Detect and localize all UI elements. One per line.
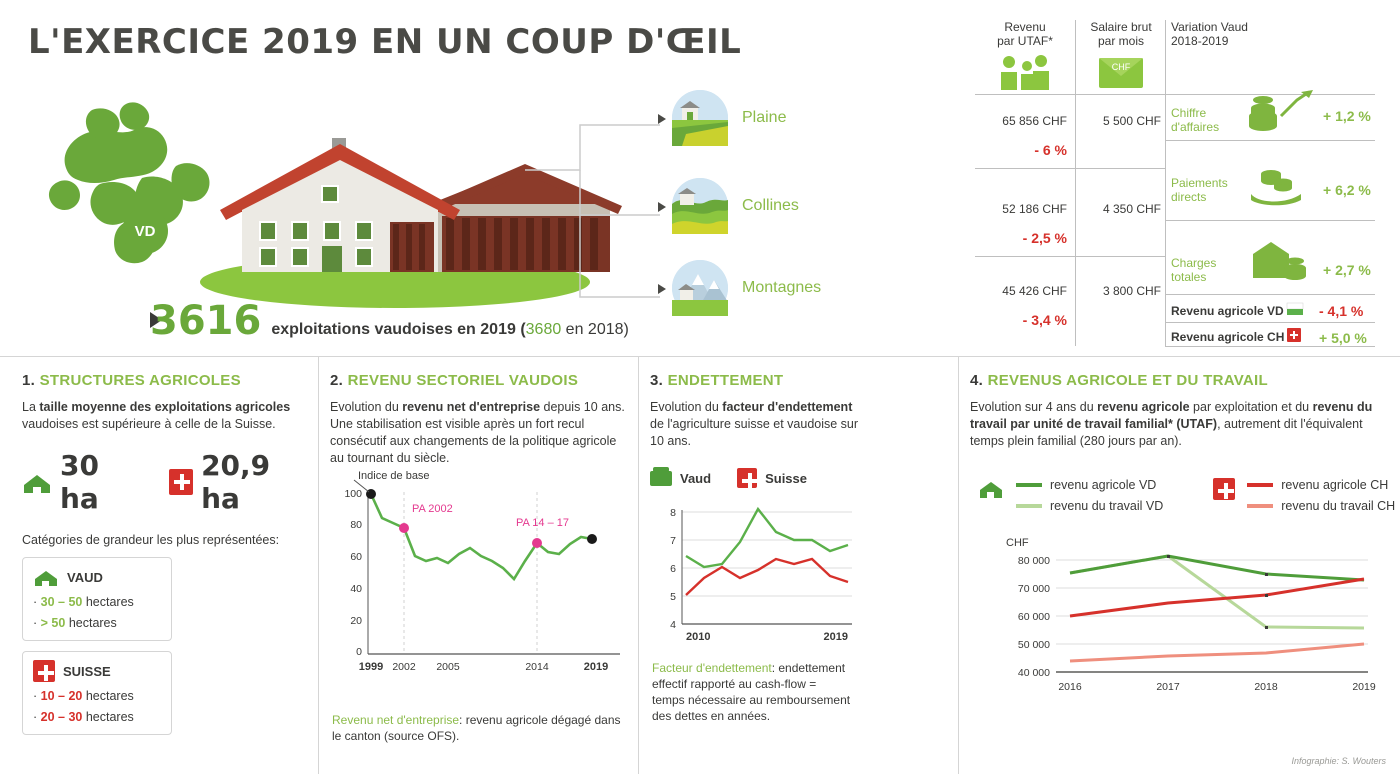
panel2-number: 2. [330,372,344,389]
var-hline-4 [1165,322,1375,323]
table-hline-2 [975,256,1165,257]
svg-text:2019: 2019 [1352,681,1376,693]
panel3-body [650,399,860,450]
svg-text:4: 4 [670,619,676,631]
panel2-footnote-green: Revenu net d'entreprise [332,713,460,727]
vd-badge: VD [122,208,168,254]
panel-revenu-sectoriel [330,372,630,467]
table-divider-2 [1165,20,1166,346]
svg-text:2005: 2005 [436,661,460,673]
panel4-title-text: REVENUS AGRICOLE ET DU TRAVAIL [987,372,1268,389]
panel1-suisse-range-1: 20 – 30 [40,710,83,724]
panel1-body [22,399,312,433]
var-label-chiffre-l1: Chiffre [1171,106,1207,120]
table-header-variation [1171,20,1371,48]
svg-text:5: 5 [670,591,676,603]
panel1-vaud-item-0: · 30 – 50 hectares [33,595,134,609]
cell-variation-collines: - 2,5 % [1022,230,1067,246]
zone-icon-collines [672,178,728,234]
svg-text:2018: 2018 [1254,681,1278,693]
panel1-suisse-range-0: 10 – 20 [40,689,83,703]
table-header-revenu [977,20,1073,48]
panel1-suisse-item-1: · 20 – 30 hectares [33,710,134,724]
ch-flag-icon-legend4 [1213,478,1235,500]
var-value-charges: + 2,7 % [1323,262,1371,278]
panel3-body-2: de l'agriculture suisse et vaudoise sur 10 ans. [650,417,859,448]
ch-flag-icon-legend [737,468,757,488]
zone-connectors [520,115,680,315]
zone-label-montagnes: Montagnes [742,279,822,296]
table-header-variation-l1: Variation Vaud [1171,20,1248,34]
table-header-salaire [1079,20,1163,48]
panel2-body-bold: revenu net d'entreprise [402,400,541,414]
var-label-charges-l1: Charges [1171,256,1217,270]
panel4-legend-vd-group [1016,478,1163,513]
chart-revenu-sectoriel [330,470,630,693]
panel1-vaud-head [33,566,161,588]
legend-swatch-revenu-travail-ch [1247,504,1273,508]
panel1-title-text: STRUCTURES AGRICOLES [39,372,241,389]
panel4-title [970,372,1380,389]
headline-number: 3616 [150,298,262,344]
panel1-vaud-range-0: 30 – 50 [40,595,83,609]
chart2-annotation-pa1417: PA 14 – 17 [516,517,570,529]
table-header-salaire-l2: par mois [1097,34,1144,48]
panel3-footnote-rest: : endettement effectif rapporté au cash-flow = temps nécessaire au remboursement des dettes en années. [652,661,851,723]
panel1-title [22,372,312,389]
table-divider-1 [1075,20,1076,346]
zone-row-montagnes [672,260,821,316]
panel4-legend-label-0: revenu agricole VD [1050,478,1157,492]
panel-revenus [970,372,1380,450]
table-header-revenu-l2: par UTAF* [997,34,1053,48]
panel4-number: 4. [970,372,984,389]
var-label-charges-l2: totales [1171,270,1207,284]
zone-arrow-icon-0 [658,114,666,124]
svg-text:0: 0 [356,646,362,658]
panel3-body-bold: facteur d'endettement [722,400,853,414]
var-hline-1 [1165,140,1375,141]
panel4-legend-label-3: revenu du travail CH [1281,499,1396,513]
panel4-legend-ch-group [1247,478,1395,513]
headline-number-2018: 3680 [525,321,562,338]
svg-text:60: 60 [350,551,362,563]
cell-revenu-montagnes: 45 426 CHF [1002,284,1067,298]
zone-label-collines: Collines [742,197,799,214]
section-divider-3 [958,356,959,774]
cell-variation-montagnes: - 3,4 % [1022,312,1067,328]
panel1-ha-row [22,449,312,515]
panel4-legend-vd-0 [1016,478,1163,492]
zone-row-collines [672,178,799,234]
panel1-number: 1. [22,372,36,389]
svg-text:20: 20 [350,615,362,627]
panel4-body [970,399,1380,450]
panel1-body-2: vaudoises est supérieure à celle de la Suisse. [22,417,276,431]
chart4-unit: CHF [1006,537,1029,549]
legend-swatch-revenu-agricole-ch [1247,483,1273,487]
panel1-suisse-box [22,651,172,735]
panel1-suisse-label: SUISSE [63,663,111,679]
svg-text:70 000: 70 000 [1017,583,1050,595]
panel1-suisse-head [33,660,161,682]
table-header-variation-l2: 2018-2019 [1171,34,1229,48]
panel4-body-2: par exploitation et du [1189,400,1313,414]
var-label-charges [1171,256,1216,284]
headline-text-after: en 2018) [561,321,629,338]
panel1-suisse-rest-1: hectares [85,710,134,724]
panel2-title-text: REVENU SECTORIEL VAUDOIS [347,372,579,389]
panel-endettement [650,372,860,488]
panel4-body-bold1: revenu agricole [1097,400,1190,414]
panel3-body-1: Evolution du [650,400,723,414]
panel3-legend [650,468,860,488]
zone-arrow-icon-1 [658,202,666,212]
coins-up-icon [1245,88,1315,132]
var-value-chiffre: + 1,2 % [1323,108,1371,124]
panel1-vaud-rest-0: hectares [85,595,134,609]
panel4-body-3: , autrement dit l'équivalent temps plein familial (280 jours par an). [970,417,1363,448]
var-hline-2 [1165,220,1375,221]
panel1-vaud-range-1: > 50 [40,616,66,630]
panel-structures-agricoles [22,372,312,735]
vd-barn-icon-legend [650,471,672,486]
vd-barn-icon-legend4 [978,478,1004,500]
legend-swatch-revenu-travail-vd [1016,504,1042,508]
panel3-footnote [652,660,852,724]
panel4-legend [978,478,1395,513]
svg-text:7: 7 [670,535,676,547]
var-hline-3 [1165,294,1375,295]
svg-text:40: 40 [350,583,362,595]
svg-text:80 000: 80 000 [1017,555,1050,567]
svg-text:2002: 2002 [392,661,416,673]
section-divider-horizontal [0,356,1400,357]
panel4-body-1: Evolution sur 4 ans du [970,400,1098,414]
panel4-legend-ch-1 [1247,499,1395,513]
panel1-body-1: La [22,400,40,414]
var-value-revenu-ch: + 5,0 % [1319,330,1367,346]
svg-text:100: 100 [344,488,362,500]
panel3-footnote-green: Facteur d'endettement [652,661,772,675]
panel4-body-bold2: revenu du travail par unité de travail familial* (UTAF) [970,400,1373,431]
barn-coins-icon [1243,238,1315,286]
panel1-cat-lead: Catégories de grandeur les plus représentées: [22,533,280,547]
table-hline-1 [975,168,1165,169]
zone-row-plaine [672,90,786,146]
ch-flag-icon [1287,328,1301,342]
svg-text:2014: 2014 [525,661,549,673]
var-label-chiffre [1171,106,1219,134]
credit: Infographie: S. Wouters [1291,756,1386,766]
vd-barn-icon [22,469,52,495]
panel2-body [330,399,630,467]
page-title: L'EXERCICE 2019 EN UN COUP D'ŒIL [28,22,742,62]
legend-vaud [650,468,711,488]
legend-vaud-label: Vaud [680,470,712,486]
svg-text:40 000: 40 000 [1017,667,1050,679]
summary-table [975,16,1375,346]
family-icon [997,54,1055,90]
panel1-vaud-item-1: · > 50 hectares [33,616,117,630]
legend-swatch-revenu-agricole-vd [1016,483,1042,487]
cell-salaire-collines: 4 350 CHF [1102,202,1161,216]
panel2-body-1: Evolution du [330,400,403,414]
svg-text:CHF: CHF [1111,62,1131,72]
zone-icon-montagnes [672,260,728,316]
hand-coins-icon [1243,160,1315,206]
cell-salaire-montagnes: 3 800 CHF [1102,284,1161,298]
svg-text:2019: 2019 [823,631,848,643]
var-label-paiements-l2: directs [1171,190,1207,204]
var-value-revenu-vd: - 4,1 % [1319,303,1364,319]
var-label-revenu-vd: Revenu agricole VD [1171,304,1284,318]
chart-endettement [652,500,862,675]
panel2-title [330,372,630,389]
svg-text:60 000: 60 000 [1017,611,1050,623]
zone-label-plaine: Plaine [742,109,787,126]
chf-envelope-icon [1097,54,1145,90]
panel1-suisse-rest-0: hectares [85,689,134,703]
panel1-vaud-rest-1: hectares [68,616,117,630]
panel2-body-2: depuis 10 ans. Une stabilisation est visible après un fort recul consécutif aux changements de la politique agricole au tournant du siècle. [330,400,625,465]
zone-icon-plaine [672,90,728,146]
legend-suisse-label: Suisse [765,470,807,486]
panel1-vaud-box [22,557,172,641]
var-label-paiements-l1: Paiements [1171,176,1228,190]
panel1-ch-ha: 20,9 ha [201,449,271,515]
zones-list [660,90,980,340]
svg-text:50 000: 50 000 [1017,639,1050,651]
var-hline-5 [1165,346,1375,347]
svg-text:2016: 2016 [1058,681,1082,693]
panel4-legend-ch-0 [1247,478,1395,492]
headline-text-bold: exploitations vaudoises en 2019 ( [271,321,526,338]
panel3-title-text: ENDETTEMENT [667,372,784,389]
svg-text:8: 8 [670,507,676,519]
section-divider-2 [638,356,639,774]
vd-flag-icon [1287,303,1303,315]
cell-salaire-plaine: 5 500 CHF [1102,114,1161,128]
cell-revenu-collines: 52 186 CHF [1002,202,1067,216]
var-label-paiements [1171,176,1228,204]
ch-flag-icon-small [33,660,55,682]
ch-flag-icon-panel1 [169,469,194,495]
panel2-footnote-rest: : revenu agricole dégagé dans le canton (source OFS). [332,713,621,743]
svg-text:2010: 2010 [686,631,711,643]
vd-barn-icon-small [33,566,59,588]
svg-text:80: 80 [350,519,362,531]
panel2-footnote [332,712,622,744]
var-value-paiements: + 6,2 % [1323,182,1371,198]
section-divider-1 [318,356,319,774]
panel4-legend-vd-1 [1016,499,1163,513]
chart2-annotation-pa2002: PA 2002 [412,503,453,515]
legend-suisse [737,468,807,488]
panel1-vaud-label: VAUD [67,569,103,585]
var-label-chiffre-l2: d'affaires [1171,120,1220,134]
chart-revenus-agricole-travail [970,530,1380,705]
cell-revenu-plaine: 65 856 CHF [1002,114,1067,128]
panel1-suisse-item-0: · 10 – 20 hectares [33,689,134,703]
cell-variation-plaine: - 6 % [1034,142,1067,158]
svg-text:1999: 1999 [358,661,384,673]
chart2-annotation-base: Indice de base [358,470,430,482]
table-header-salaire-l1: Salaire brut [1090,20,1152,34]
svg-text:2019: 2019 [583,661,609,673]
zone-arrow-icon-2 [658,284,666,294]
svg-text:6: 6 [670,563,676,575]
panel3-number: 3. [650,372,664,389]
panel1-body-bold: taille moyenne des exploitations agricoles [39,400,291,414]
panel3-title [650,372,860,389]
panel4-legend-label-1: revenu du travail VD [1050,499,1164,513]
panel4-legend-label-2: revenu agricole CH [1281,478,1389,492]
table-header-revenu-l1: Revenu [1004,20,1046,34]
var-label-revenu-ch: Revenu agricole CH [1171,330,1285,344]
svg-text:2017: 2017 [1156,681,1180,693]
headline-text [271,321,629,339]
panel1-vd-ha: 30 ha [60,449,99,515]
